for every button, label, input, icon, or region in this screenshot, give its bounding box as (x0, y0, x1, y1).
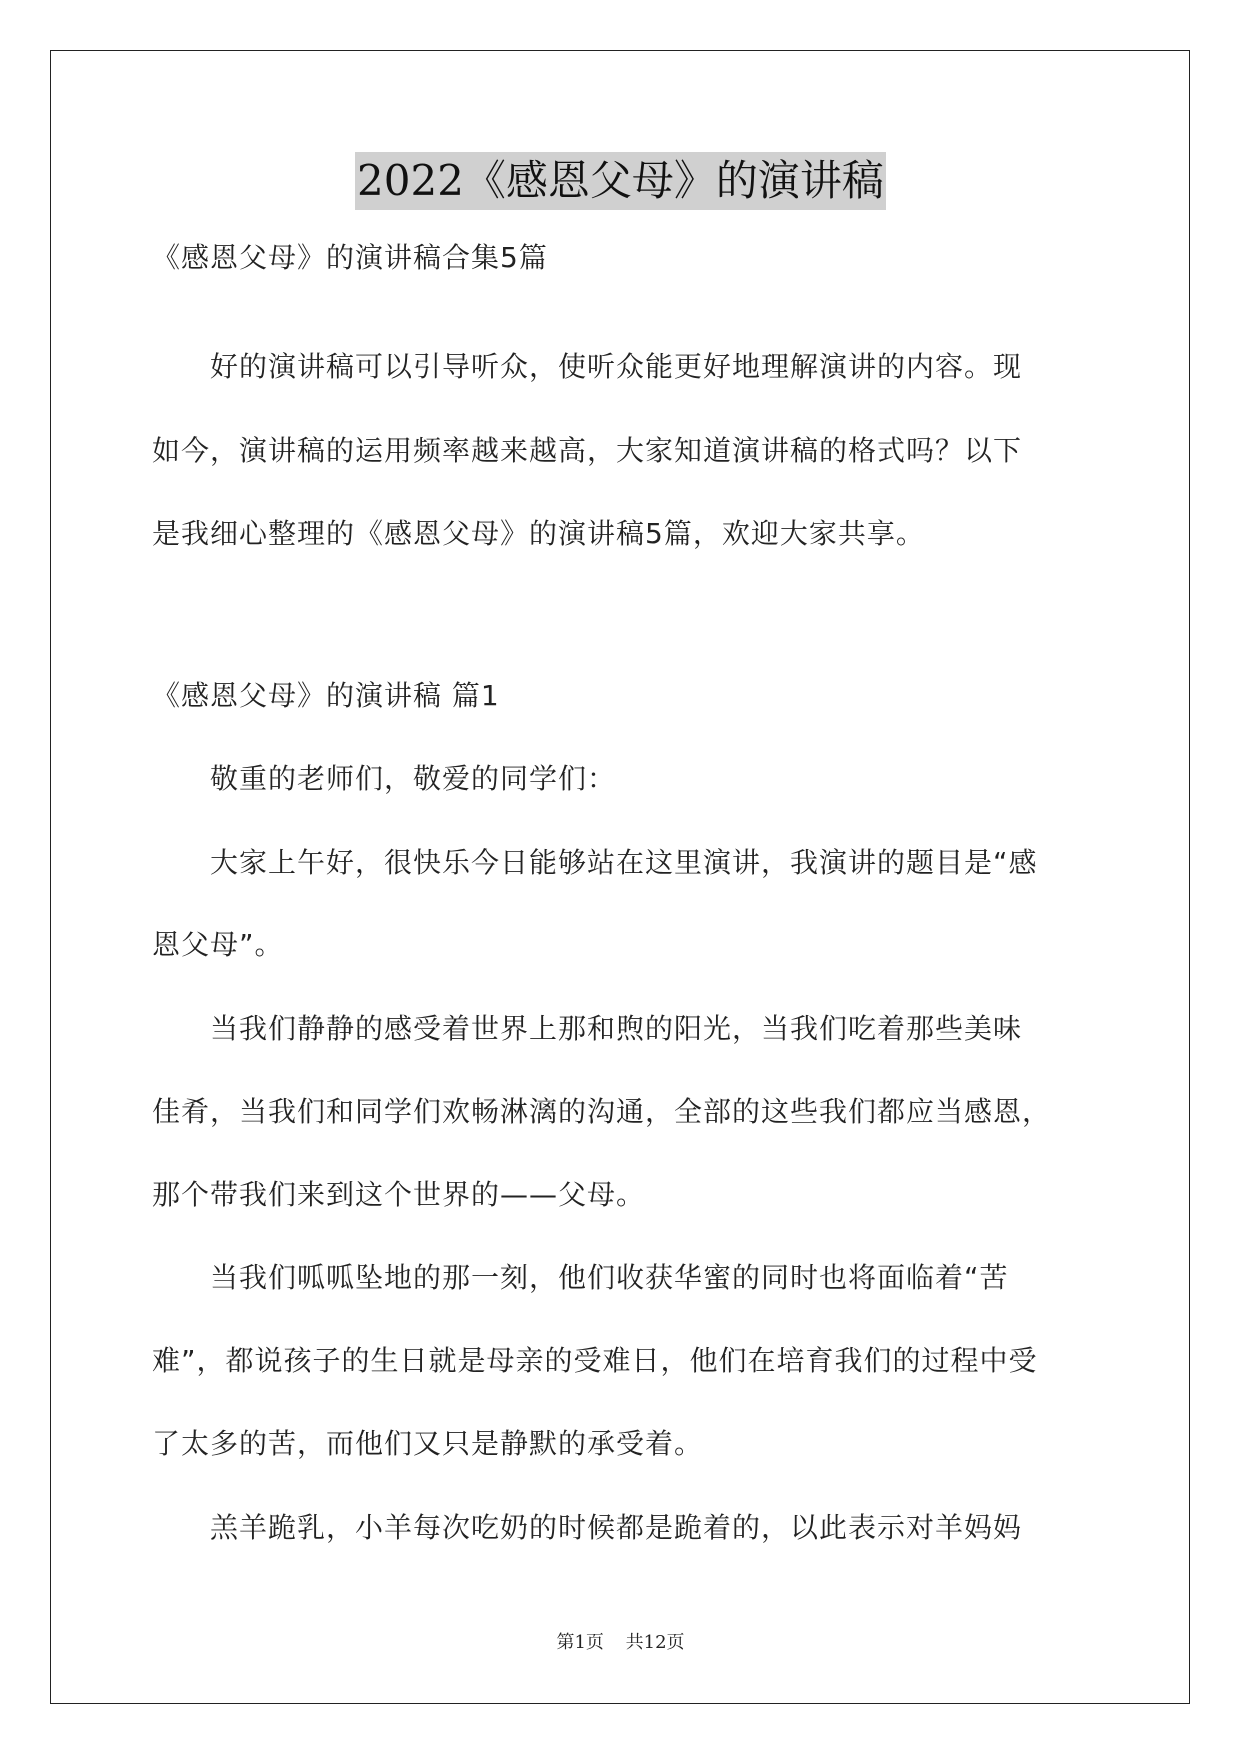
paragraph-line: 是我细心整理的《感恩父母》的演讲稿5篇，欢迎大家共享。 (152, 517, 925, 550)
paragraph-line: 了太多的苦，而他们又只是静默的承受着。 (152, 1427, 704, 1460)
title-container (0, 152, 1241, 210)
page-footer (0, 1628, 1241, 1654)
subtitle-line: 《感恩父母》的演讲稿合集5篇 (152, 241, 548, 274)
paragraph-line: 难”，都说孩子的生日就是母亲的受难日，他们在培育我们的过程中受 (152, 1344, 1038, 1377)
paragraph-line: 羔羊跪乳，小羊每次吃奶的时候都是跪着的，以此表示对羊妈妈 (152, 1511, 1023, 1544)
page-number: 第1页 (556, 1632, 604, 1653)
paragraph-line: 那个带我们来到这个世界的——父母。 (152, 1178, 646, 1211)
paragraph-line: 好的演讲稿可以引导听众，使听众能更好地理解演讲的内容。现 (152, 350, 1023, 383)
section-heading: 《感恩父母》的演讲稿 篇1 (152, 679, 500, 712)
paragraph-line: 如今，演讲稿的运用频率越来越高，大家知道演讲稿的格式吗？以下 (152, 434, 1023, 467)
paragraph-line: 恩父母”。 (152, 928, 284, 961)
paragraph-line: 当我们呱呱坠地的那一刻，他们收获华蜜的同时也将面临着“苦 (152, 1261, 1009, 1294)
paragraph-line: 佳肴，当我们和同学们欢畅淋漓的沟通，全部的这些我们都应当感恩， (152, 1095, 1052, 1128)
document-title: 2022《感恩父母》的演讲稿 (355, 152, 886, 210)
paragraph-line: 敬重的老师们，敬爱的同学们： (152, 762, 617, 795)
paragraph-line: 当我们静静的感受着世界上那和煦的阳光，当我们吃着那些美味 (152, 1012, 1023, 1045)
paragraph-line: 大家上午好，很快乐今日能够站在这里演讲，我演讲的题目是“感 (152, 846, 1038, 879)
page-total: 共12页 (625, 1632, 685, 1653)
